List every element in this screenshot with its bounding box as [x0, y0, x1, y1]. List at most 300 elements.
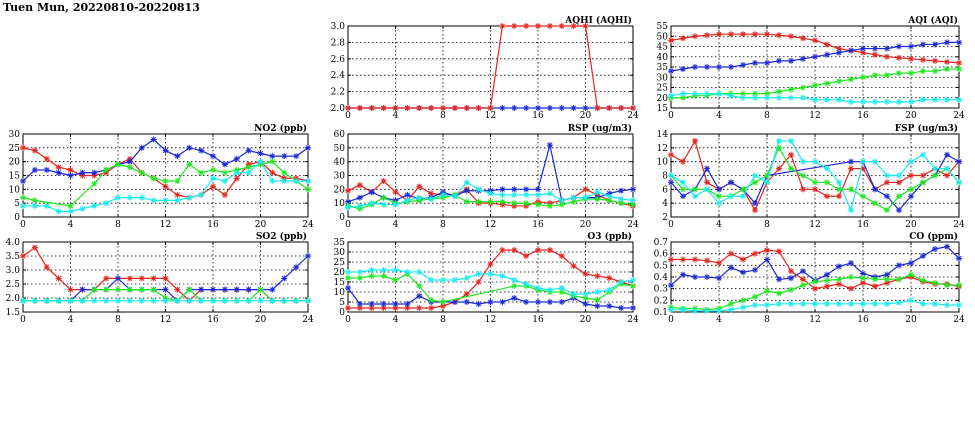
data-point-blue [884, 193, 890, 199]
data-point-green [594, 297, 600, 303]
data-point-green [139, 287, 145, 293]
y-tick-label: 5 [339, 298, 345, 308]
x-tick-label: 16 [207, 220, 219, 230]
page-title: Tuen Mun, 20220810-20220813 [3, 1, 200, 14]
data-point-green [896, 193, 902, 199]
data-point-blue [932, 246, 938, 252]
data-point-blue [944, 39, 950, 45]
data-point-cyan [115, 195, 121, 201]
data-point-cyan [523, 281, 529, 287]
data-point-blue [163, 287, 169, 293]
data-point-red [547, 23, 553, 29]
data-point-red [139, 275, 145, 281]
data-point-red [559, 23, 565, 29]
data-point-cyan [956, 302, 962, 308]
y-tick-label: 2.0 [330, 104, 345, 114]
data-point-cyan [872, 99, 878, 105]
data-point-green [860, 193, 866, 199]
y-tick-label: 10 [333, 288, 345, 298]
y-tick-label: 5 [14, 199, 20, 210]
data-point-blue [499, 186, 505, 192]
data-point-red [416, 105, 422, 111]
data-point-red [381, 105, 387, 111]
data-point-blue [222, 161, 228, 167]
data-point-green [476, 199, 482, 205]
y-tick-label: 40 [333, 157, 345, 168]
data-point-cyan [511, 277, 517, 283]
data-point-cyan [896, 300, 902, 306]
data-point-cyan [222, 178, 228, 184]
data-point-blue [896, 207, 902, 213]
data-point-blue [32, 167, 38, 173]
data-point-cyan [476, 186, 482, 192]
data-point-blue [499, 105, 505, 111]
data-point-cyan [345, 204, 351, 210]
data-point-cyan [32, 203, 38, 209]
y-tick-label: 0.3 [653, 284, 668, 295]
x-tick-label: 24 [627, 111, 639, 121]
data-point-red [583, 186, 589, 192]
data-point-cyan [91, 203, 97, 209]
data-point-green [305, 186, 311, 192]
x-tick-label: 0 [668, 111, 674, 121]
x-tick-label: 8 [440, 315, 446, 325]
x-tick-label: 16 [857, 315, 869, 325]
x-tick-label: 12 [484, 315, 497, 325]
x-tick-label: 0 [20, 220, 26, 230]
data-point-green [872, 200, 878, 206]
data-point-red [163, 184, 169, 190]
data-point-cyan [440, 192, 446, 198]
x-tick-label: 24 [953, 315, 965, 325]
y-tick-label: 15 [8, 171, 20, 182]
data-point-blue [345, 285, 351, 291]
data-point-cyan [369, 267, 375, 273]
data-point-green [345, 275, 351, 281]
data-point-green [163, 178, 169, 184]
data-point-cyan [836, 97, 842, 103]
data-point-cyan [788, 95, 794, 101]
y-tick-label: 2 [662, 213, 668, 223]
x-tick-label: 24 [302, 220, 314, 230]
x-tick-label: 0 [668, 220, 674, 230]
data-point-red [788, 152, 794, 158]
y-tick-label: 30 [656, 73, 668, 84]
data-point-blue [488, 299, 494, 305]
data-point-cyan [606, 193, 612, 199]
chart-title: AQI (AQI) [908, 16, 958, 26]
data-point-blue [79, 170, 85, 176]
data-point-red [630, 105, 636, 111]
data-point-cyan [511, 192, 517, 198]
data-point-cyan [393, 202, 399, 208]
data-point-cyan [571, 195, 577, 201]
data-point-red [692, 33, 698, 39]
data-point-cyan [896, 173, 902, 179]
chart-panel-aqi [657, 15, 965, 121]
chart-panel-fsp [657, 123, 965, 230]
data-point-cyan [956, 97, 962, 103]
data-point-cyan [908, 297, 914, 303]
data-point-green [139, 170, 145, 176]
y-tick-label: 20 [656, 93, 668, 104]
data-point-red [151, 275, 157, 281]
x-tick-label: 20 [905, 111, 917, 121]
y-tick-label: 6 [662, 185, 668, 196]
data-point-green [115, 161, 121, 167]
data-point-blue [559, 105, 565, 111]
data-point-green [956, 66, 962, 72]
data-point-red [523, 253, 529, 259]
y-tick-label: 0.5 [653, 261, 668, 272]
x-tick-label: 16 [857, 111, 869, 121]
data-point-blue [740, 62, 746, 68]
data-point-blue [393, 301, 399, 307]
data-point-cyan [115, 298, 121, 304]
data-point-cyan [499, 192, 505, 198]
data-point-green [594, 196, 600, 202]
data-point-cyan [752, 302, 758, 308]
y-tick-label: 0 [14, 213, 20, 223]
data-point-cyan [547, 190, 553, 196]
data-point-blue [728, 179, 734, 185]
data-point-red [345, 188, 351, 194]
y-tick-label: 0.7 [653, 238, 668, 248]
data-point-blue [464, 188, 470, 194]
data-point-blue [944, 244, 950, 250]
data-point-blue [511, 295, 517, 301]
data-point-cyan [594, 289, 600, 295]
data-point-green [884, 207, 890, 213]
data-point-green [547, 203, 553, 209]
data-point-cyan [186, 298, 192, 304]
data-point-blue [44, 167, 50, 173]
data-point-blue [668, 68, 674, 74]
data-point-cyan [428, 277, 434, 283]
x-tick-label: 4 [67, 220, 74, 230]
data-point-red [535, 247, 541, 253]
data-point-cyan [776, 95, 782, 101]
data-point-green [488, 199, 494, 205]
data-point-blue [464, 299, 470, 305]
data-point-red [740, 31, 746, 37]
data-point-red [571, 263, 577, 269]
data-point-blue [535, 186, 541, 192]
data-point-green [523, 200, 529, 206]
data-point-green [20, 195, 26, 201]
data-point-green [788, 287, 794, 293]
data-point-cyan [210, 175, 216, 181]
data-point-cyan [186, 195, 192, 201]
data-point-red [800, 186, 806, 192]
data-point-green [269, 159, 275, 165]
data-point-cyan [246, 298, 252, 304]
data-point-blue [680, 193, 686, 199]
data-point-cyan [198, 192, 204, 198]
data-point-red [800, 276, 806, 282]
data-point-blue [293, 264, 299, 270]
data-point-cyan [728, 193, 734, 199]
data-point-cyan [293, 298, 299, 304]
data-point-cyan [571, 291, 577, 297]
data-point-blue [692, 274, 698, 280]
data-point-green [788, 87, 794, 93]
chart-panel-rsp [334, 123, 639, 230]
data-point-cyan [836, 179, 842, 185]
data-point-red [416, 184, 422, 190]
data-point-cyan [163, 197, 169, 203]
data-point-blue [630, 186, 636, 192]
data-point-cyan [246, 170, 252, 176]
chart-panel-aqhi [331, 15, 639, 121]
data-point-cyan [464, 179, 470, 185]
data-point-cyan [764, 179, 770, 185]
data-point-cyan [824, 97, 830, 103]
x-tick-label: 24 [627, 315, 639, 325]
data-point-blue [740, 269, 746, 275]
chart-panel-o3 [334, 231, 639, 325]
data-point-blue [716, 275, 722, 281]
data-point-cyan [812, 301, 818, 307]
data-point-green [764, 288, 770, 294]
x-tick-label: 12 [484, 220, 497, 230]
data-point-cyan [776, 138, 782, 144]
data-point-green [776, 290, 782, 296]
data-point-red [812, 286, 818, 292]
data-point-cyan [956, 179, 962, 185]
data-point-blue [404, 192, 410, 198]
y-tick-label: 15 [656, 104, 668, 114]
data-point-red [174, 192, 180, 198]
data-point-red [571, 23, 577, 29]
data-point-cyan [824, 301, 830, 307]
data-point-cyan [872, 301, 878, 307]
data-point-red [896, 179, 902, 185]
data-point-cyan [692, 91, 698, 97]
data-point-cyan [269, 298, 275, 304]
data-point-red [680, 159, 686, 165]
data-point-red [668, 257, 674, 263]
data-point-red [704, 258, 710, 264]
data-point-blue [269, 153, 275, 159]
data-point-blue [606, 303, 612, 309]
data-point-red [464, 105, 470, 111]
data-point-blue [824, 52, 830, 58]
data-point-red [824, 193, 830, 199]
y-tick-label: 0 [339, 213, 345, 223]
x-tick-label: 8 [115, 220, 121, 230]
data-point-green [369, 273, 375, 279]
data-point-blue [523, 299, 529, 305]
data-point-red [127, 275, 133, 281]
data-point-green [812, 82, 818, 88]
y-tick-label: 35 [656, 63, 668, 73]
x-tick-label: 12 [809, 111, 821, 121]
data-point-cyan [416, 195, 422, 201]
data-point-red [499, 23, 505, 29]
chart-title: CO (ppm) [909, 232, 958, 242]
data-point-green [103, 167, 109, 173]
data-point-green [535, 202, 541, 208]
data-point-green [944, 66, 950, 72]
data-point-red [393, 105, 399, 111]
data-point-green [932, 280, 938, 286]
data-point-blue [523, 105, 529, 111]
data-point-cyan [258, 298, 264, 304]
x-tick-label: 12 [159, 315, 172, 325]
y-tick-label: 12 [656, 143, 668, 154]
data-point-red [812, 37, 818, 43]
data-point-green [464, 199, 470, 205]
y-tick-label: 50 [333, 143, 345, 154]
data-point-cyan [704, 186, 710, 192]
data-point-green [381, 273, 387, 279]
data-point-cyan [692, 308, 698, 314]
data-point-green [91, 287, 97, 293]
data-point-blue [752, 267, 758, 273]
data-point-green [210, 167, 216, 173]
data-point-green [174, 178, 180, 184]
data-point-red [357, 182, 363, 188]
data-point-green [908, 272, 914, 278]
data-point-cyan [56, 298, 62, 304]
data-point-red [680, 257, 686, 263]
data-point-blue [788, 58, 794, 64]
data-point-green [186, 287, 192, 293]
data-point-cyan [305, 178, 311, 184]
data-point-blue [416, 293, 422, 299]
data-point-green [932, 68, 938, 74]
data-point-green [824, 278, 830, 284]
data-point-red [704, 179, 710, 185]
data-point-red [704, 32, 710, 38]
x-tick-label: 20 [254, 315, 267, 325]
data-point-blue [535, 105, 541, 111]
data-point-blue [800, 56, 806, 62]
data-point-red [776, 166, 782, 172]
data-point-cyan [680, 91, 686, 97]
data-point-blue [381, 301, 387, 307]
data-point-cyan [559, 197, 565, 203]
data-point-blue [369, 189, 375, 195]
data-point-cyan [452, 277, 458, 283]
data-point-green [812, 279, 818, 285]
data-point-green [932, 173, 938, 179]
x-tick-label: 12 [159, 220, 172, 230]
data-point-red [44, 156, 50, 162]
data-point-blue [848, 260, 854, 266]
data-point-red [920, 173, 926, 179]
data-point-cyan [345, 269, 351, 275]
data-point-blue [559, 299, 565, 305]
data-point-cyan [91, 298, 97, 304]
data-point-green [246, 164, 252, 170]
data-point-green [381, 195, 387, 201]
x-tick-label: 16 [532, 315, 544, 325]
data-point-green [872, 276, 878, 282]
data-point-cyan [269, 178, 275, 184]
y-tick-label: 2.2 [330, 87, 345, 98]
data-point-cyan [944, 166, 950, 172]
data-point-blue [692, 64, 698, 70]
data-point-cyan [464, 275, 470, 281]
data-point-cyan [932, 301, 938, 307]
data-point-green [824, 179, 830, 185]
data-point-cyan [476, 271, 482, 277]
data-point-cyan [210, 298, 216, 304]
data-point-cyan [428, 196, 434, 202]
data-point-red [800, 35, 806, 41]
data-point-blue [824, 272, 830, 278]
data-point-cyan [234, 298, 240, 304]
data-point-red [583, 271, 589, 277]
data-point-red [345, 305, 351, 311]
data-point-blue [728, 265, 734, 271]
data-point-cyan [281, 298, 287, 304]
data-point-blue [836, 50, 842, 56]
data-point-cyan [381, 202, 387, 208]
data-point-blue [210, 287, 216, 293]
chart-panel-so2 [6, 231, 314, 325]
data-point-red [884, 179, 890, 185]
data-point-blue [716, 186, 722, 192]
data-point-green [836, 78, 842, 84]
x-tick-label: 20 [905, 315, 917, 325]
data-point-cyan [488, 271, 494, 277]
data-point-cyan [404, 197, 410, 203]
data-point-cyan [740, 304, 746, 310]
data-point-red [404, 105, 410, 111]
y-tick-label: 10 [8, 185, 20, 196]
data-point-red [428, 105, 434, 111]
data-point-blue [499, 299, 505, 305]
data-point-blue [618, 305, 624, 311]
data-point-cyan [174, 197, 180, 203]
data-point-cyan [559, 285, 565, 291]
y-tick-label: 4.0 [5, 238, 20, 248]
data-point-cyan [932, 166, 938, 172]
data-point-red [668, 37, 674, 43]
data-point-blue [305, 253, 311, 259]
data-point-green [752, 294, 758, 300]
data-point-blue [764, 60, 770, 66]
data-point-blue [764, 257, 770, 263]
data-point-red [752, 207, 758, 213]
data-point-green [920, 278, 926, 284]
data-point-green [812, 179, 818, 185]
data-point-blue [369, 301, 375, 307]
data-point-green [258, 287, 264, 293]
data-point-cyan [174, 298, 180, 304]
data-point-green [860, 74, 866, 80]
data-point-cyan [103, 298, 109, 304]
data-point-red [680, 35, 686, 41]
y-tick-label: 0 [339, 308, 345, 318]
data-point-cyan [535, 285, 541, 291]
data-point-blue [776, 276, 782, 282]
data-point-cyan [680, 179, 686, 185]
data-point-red [944, 59, 950, 65]
data-point-green [884, 72, 890, 78]
data-point-cyan [716, 91, 722, 97]
data-point-red [488, 105, 494, 111]
y-tick-label: 30 [333, 171, 345, 182]
data-point-red [583, 23, 589, 29]
data-point-green [740, 297, 746, 303]
x-tick-label: 12 [809, 220, 821, 230]
data-point-red [848, 166, 854, 172]
data-point-cyan [752, 95, 758, 101]
